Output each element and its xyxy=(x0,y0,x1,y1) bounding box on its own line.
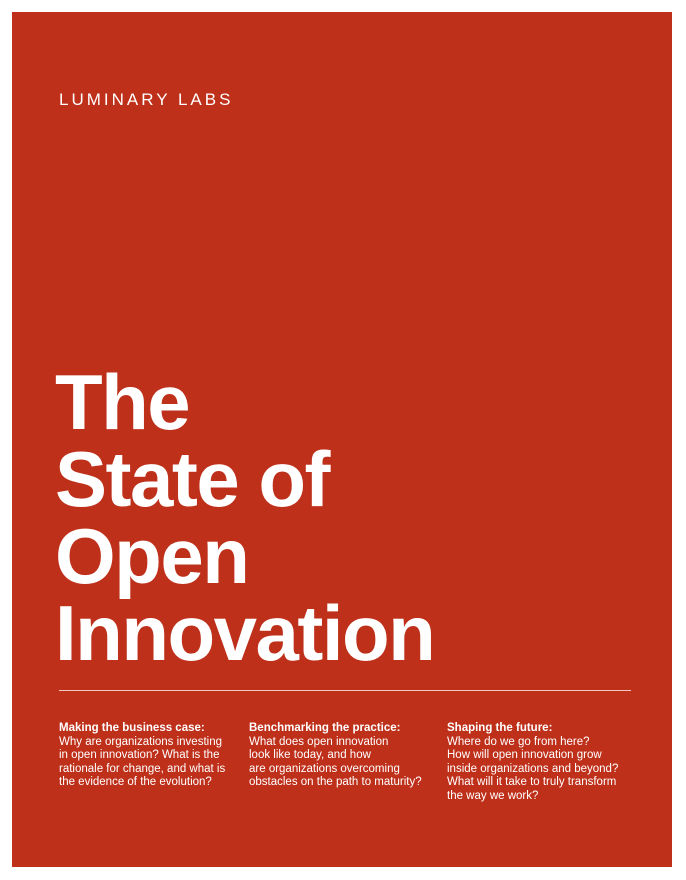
title-line: State of xyxy=(55,435,330,523)
section-text-line: Where do we go from here? xyxy=(447,735,590,748)
section-text-line: are organizations overcoming xyxy=(249,762,400,775)
section-heading: Benchmarking the practice: xyxy=(249,722,401,734)
section-text-line: What will it take to truly transform xyxy=(447,776,617,789)
section-text-line: obstacles on the path to maturity? xyxy=(249,776,422,789)
section-text-line: rationale for change, and what is xyxy=(59,762,226,775)
section-business-case xyxy=(59,722,225,790)
divider-rule xyxy=(59,690,631,691)
section-text-line: What does open innovation xyxy=(249,735,389,748)
title-line: Open xyxy=(55,512,249,600)
section-text-line: Why are organizations investing xyxy=(59,735,222,748)
section-text-line: the evidence of the evolution? xyxy=(59,776,212,789)
title-line: Innovation xyxy=(55,589,435,677)
section-shaping-future xyxy=(447,722,618,804)
section-benchmarking xyxy=(249,722,422,790)
section-text-line: the way we work? xyxy=(447,789,539,802)
section-heading: Shaping the future: xyxy=(447,722,553,734)
cover-page xyxy=(12,12,672,867)
brand-name: LUMINARY LABS xyxy=(59,90,234,109)
report-title xyxy=(55,358,435,677)
section-text-line: look like today, and how xyxy=(249,749,371,762)
section-text-line: in open innovation? What is the xyxy=(59,749,220,762)
section-heading: Making the business case: xyxy=(59,722,205,734)
section-text-line: How will open innovation grow xyxy=(447,749,602,762)
section-text-line: inside organizations and beyond? xyxy=(447,762,619,775)
title-line: The xyxy=(55,358,190,446)
